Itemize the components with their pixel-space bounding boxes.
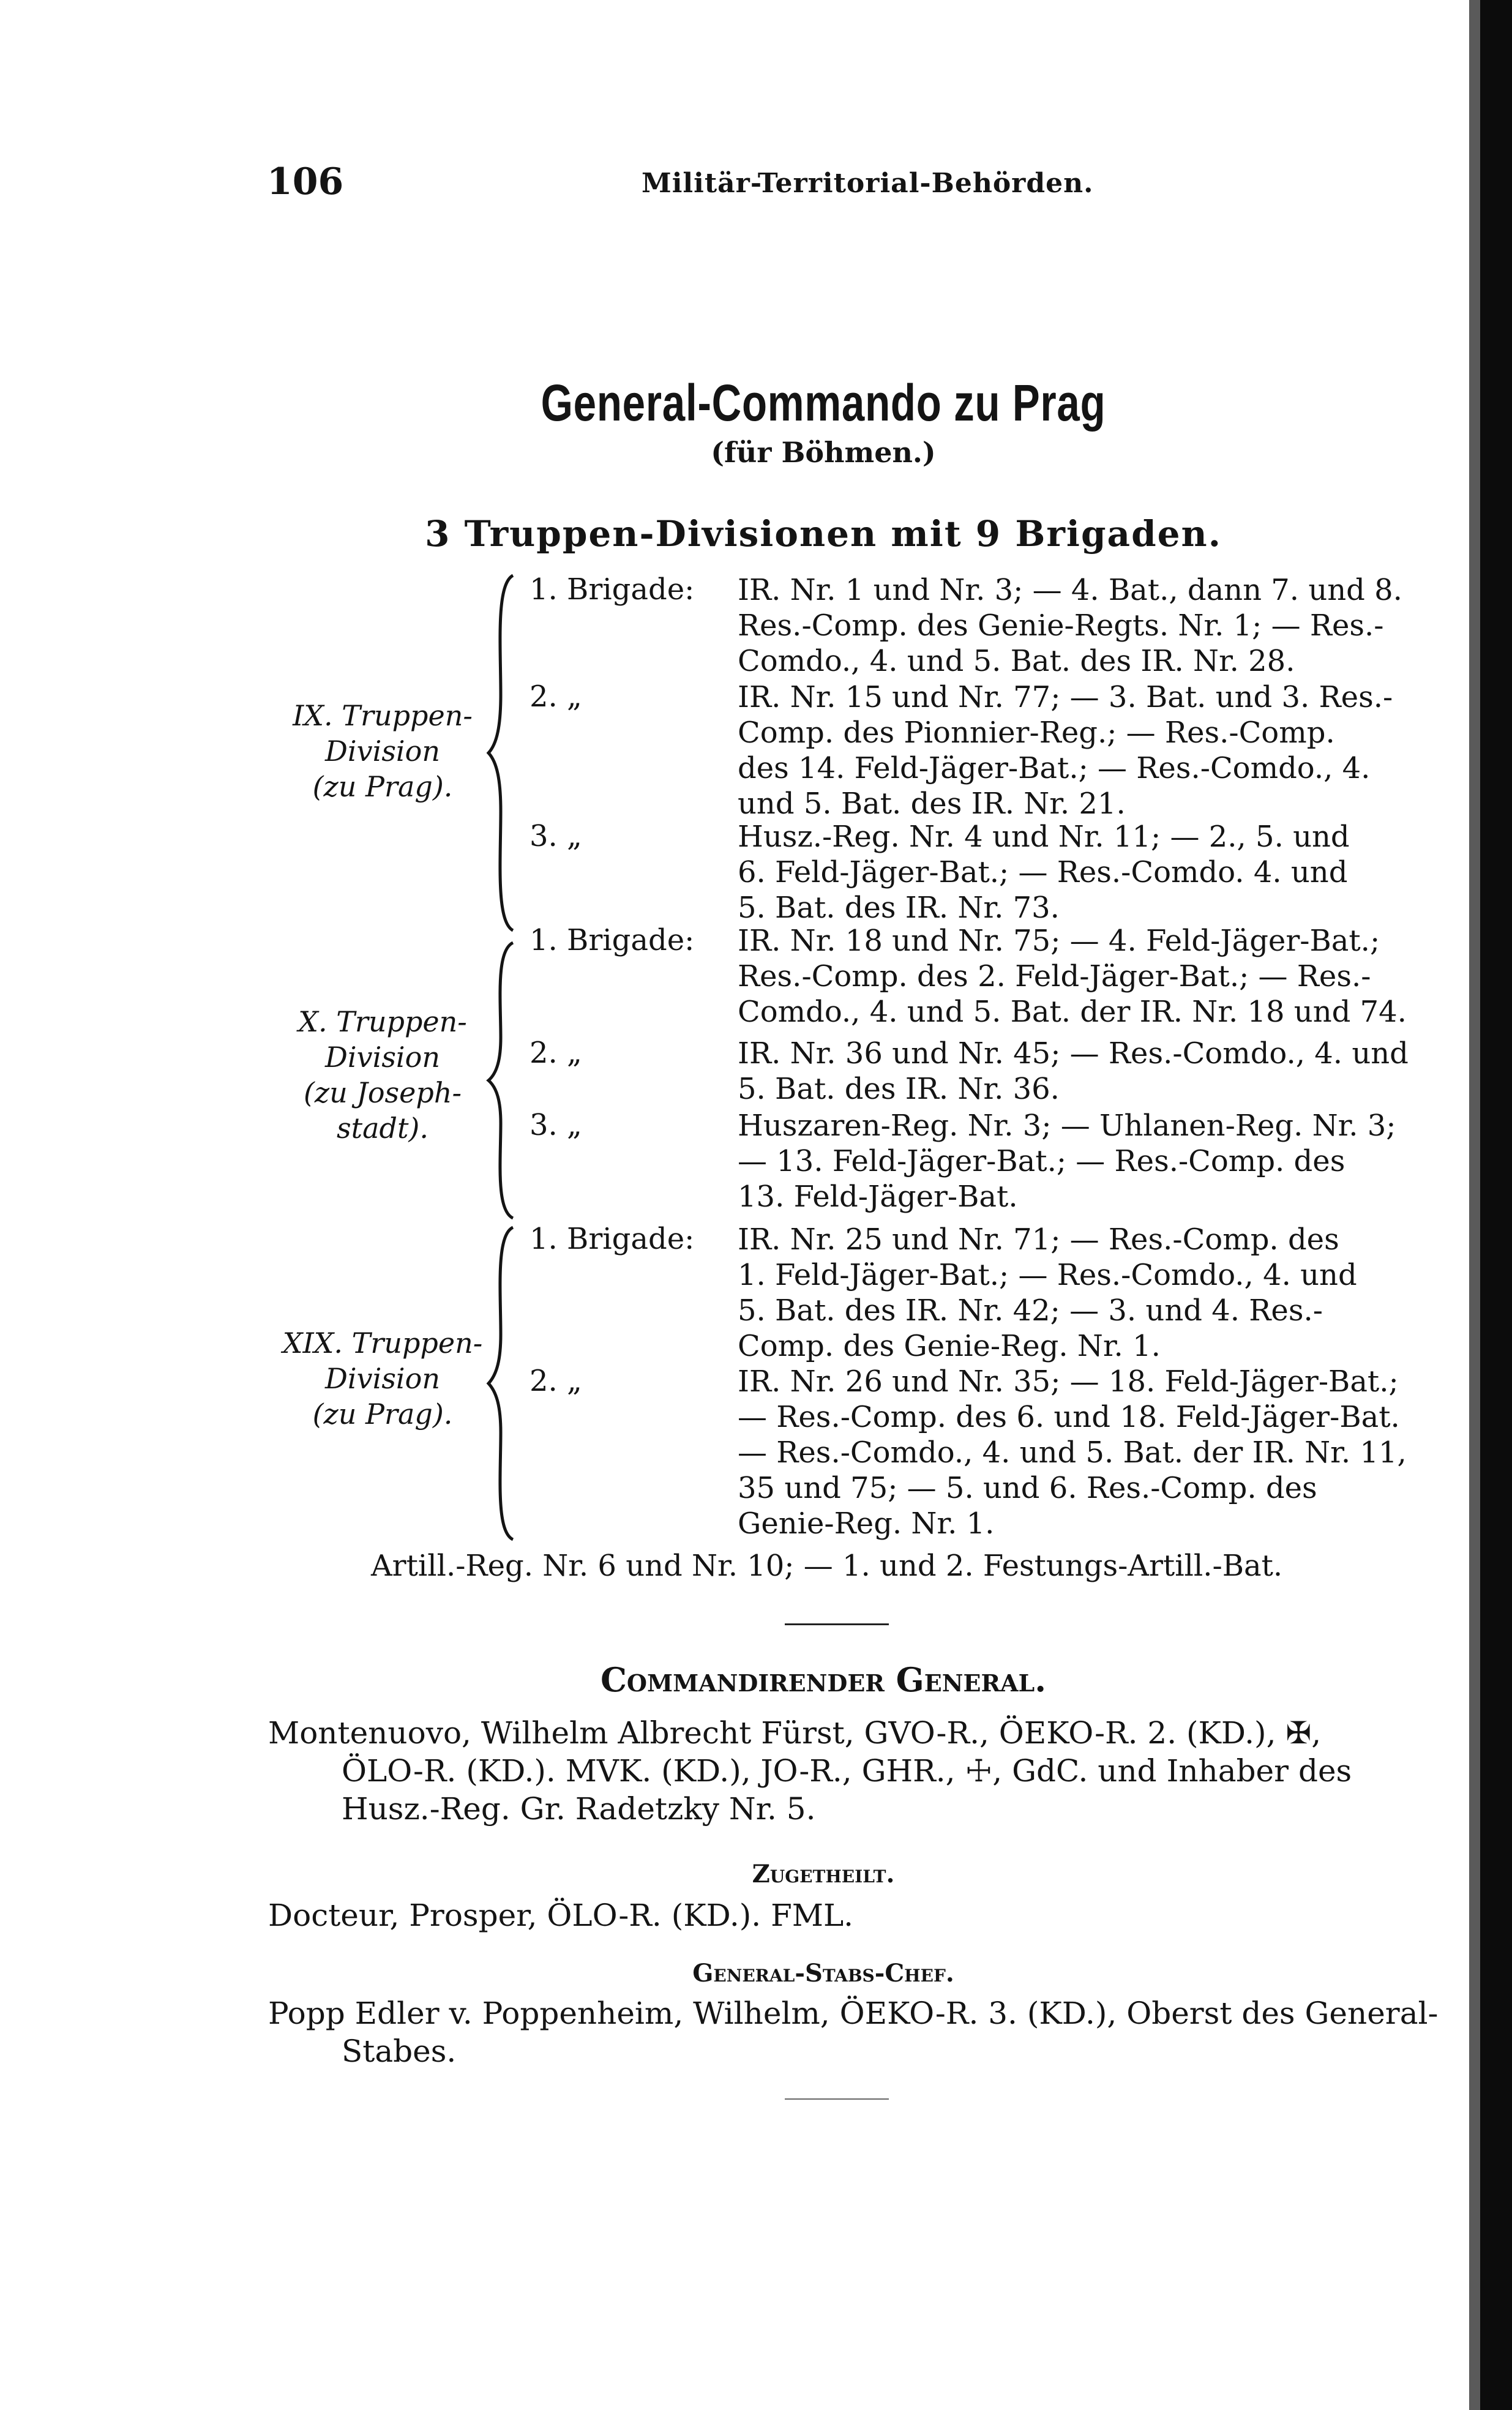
division-label-line: (zu Prag). (312, 770, 453, 803)
brigade-number: 1. Brigade: (530, 572, 695, 607)
brigade-number: 3. „ (530, 1108, 582, 1142)
chief-of-staff-heading: General-Stabs-Chef. (692, 1959, 954, 1988)
assigned-entry (268, 1896, 853, 1934)
brigade-text (738, 819, 1399, 926)
brigade-line: 5. Bat. des IR. Nr. 36. (738, 1072, 1060, 1106)
brigade-number: 1. Brigade: (530, 923, 695, 957)
curly-brace-icon (484, 572, 520, 934)
brigade-line: Comdo., 4. und 5. Bat. der IR. Nr. 18 und 74. (738, 995, 1407, 1029)
brigade-line: — Res.-Comdo., 4. und 5. Bat. der IR. Nr. 11, (738, 1435, 1407, 1470)
entry-line: Docteur, Prosper, ÖLO-R. (KD.). FML. (268, 1898, 854, 1933)
division-label-line: (zu Joseph- (303, 1076, 462, 1109)
brigade-line: 5. Bat. des IR. Nr. 42; — 3. und 4. Res.- (738, 1293, 1323, 1328)
brigade-text (738, 1364, 1407, 1541)
brigade-line: — Res.-Comp. des 6. und 18. Feld-Jäger-Bat. (738, 1400, 1400, 1434)
brigade-line: des 14. Feld-Jäger-Bat.; — Res.-Comdo., 4. (738, 751, 1371, 785)
divisions-heading: 3 Truppen-Divisionen mit 9 Brigaden. (425, 513, 1222, 555)
curly-brace-icon (484, 940, 520, 1221)
brigade-line: 35 und 75; — 5. und 6. Res.-Comp. des (738, 1471, 1317, 1505)
brigade-line: Husz.-Reg. Nr. 4 und Nr. 11; — 2., 5. und (738, 820, 1350, 854)
division-label (257, 698, 508, 804)
commander-entry (268, 1714, 1352, 1828)
division-label-line: XIX. Truppen- (282, 1327, 483, 1360)
brigade-text (738, 679, 1399, 821)
brigade-line: IR. Nr. 1 und Nr. 3; — 4. Bat., dann 7. und 8. (738, 573, 1402, 607)
entry-line: ÖLO-R. (KD.). MVK. (KD.), JO-R., GHR., ☩, GdC. und Inhaber des (342, 1753, 1352, 1789)
brigade-line: — 13. Feld-Jäger-Bat.; — Res.-Comp. des (738, 1144, 1345, 1178)
entry-line: Popp Edler v. Poppenheim, Wilhelm, ÖEKO-R. 3. (KD.), Oberst des General- (268, 1996, 1439, 2031)
brigade-line: Genie-Reg. Nr. 1. (738, 1506, 995, 1541)
assigned-heading: Zugetheilt. (752, 1860, 895, 1888)
brigade-line: IR. Nr. 18 und Nr. 75; — 4. Feld-Jäger-Bat.; (738, 924, 1380, 958)
brigade-text (738, 572, 1402, 679)
curly-brace-icon (484, 1224, 520, 1543)
division-label-line: Division (325, 1362, 440, 1395)
division-label-line: stadt). (336, 1112, 429, 1145)
page-header (0, 160, 1469, 215)
brigade-text (738, 1222, 1399, 1364)
brigade-number: 2. „ (530, 1036, 582, 1070)
brigade-number: 2. „ (530, 679, 582, 714)
section-divider (785, 1623, 889, 1625)
division-label (257, 1004, 508, 1146)
brigade-line: IR. Nr. 25 und Nr. 71; — Res.-Comp. des (738, 1222, 1339, 1257)
subtitle: (für Böhmen.) (711, 436, 936, 469)
brigade-line: und 5. Bat. des IR. Nr. 21. (738, 787, 1126, 821)
running-title: Militär-Territorial-Behörden. (642, 168, 1094, 199)
brigade-number: 3. „ (530, 819, 582, 853)
brigade-line: Comp. des Pionnier-Reg.; — Res.-Comp. (738, 716, 1335, 750)
division-label-line: Division (325, 1041, 440, 1074)
brigade-line: IR. Nr. 36 und Nr. 45; — Res.-Comdo., 4. und (738, 1036, 1409, 1071)
division-label-line: Division (325, 735, 440, 768)
brigade-line: Res.-Comp. des Genie-Regts. Nr. 1; — Res.- (738, 608, 1384, 643)
commander-heading: Commandirender General. (600, 1660, 1047, 1699)
page-number: 106 (267, 160, 344, 203)
brigade-text (738, 923, 1407, 1030)
page-edge-shadow (1469, 0, 1480, 2410)
entry-line: Husz.-Reg. Gr. Radetzky Nr. 5. (342, 1791, 816, 1827)
brigade-line: Res.-Comp. des 2. Feld-Jäger-Bat.; — Res.- (738, 959, 1371, 994)
entry-line: Stabes. (342, 2034, 457, 2069)
main-title: General-Commando zu Prag (541, 374, 1106, 432)
scan-border (1480, 0, 1512, 2410)
division-label (257, 1325, 508, 1432)
brigade-number: 2. „ (530, 1364, 582, 1398)
brigade-line: 1. Feld-Jäger-Bat.; — Res.-Comdo., 4. und (738, 1258, 1357, 1292)
division-label-line: X. Truppen- (298, 1005, 467, 1038)
brigade-line: 6. Feld-Jäger-Bat.; — Res.-Comdo. 4. und (738, 855, 1348, 889)
brigade-line: IR. Nr. 26 und Nr. 35; — 18. Feld-Jäger-Bat.; (738, 1364, 1399, 1399)
bottom-divider (785, 2098, 889, 2100)
brigade-text (738, 1036, 1409, 1107)
brigade-line: Comp. des Genie-Reg. Nr. 1. (738, 1329, 1161, 1363)
brigade-line: 5. Bat. des IR. Nr. 73. (738, 891, 1060, 925)
brigade-line: Comdo., 4. und 5. Bat. des IR. Nr. 28. (738, 644, 1295, 678)
brigade-text (738, 1108, 1399, 1214)
brigade-line: 13. Feld-Jäger-Bat. (738, 1180, 1018, 1214)
brigade-line: IR. Nr. 15 und Nr. 77; — 3. Bat. und 3. Res.- (738, 680, 1393, 714)
artillery-line: Artill.-Reg. Nr. 6 und Nr. 10; — 1. und 2. Festungs-Artill.-Bat. (371, 1549, 1283, 1583)
brigade-line: Huszaren-Reg. Nr. 3; — Uhlanen-Reg. Nr. 3; (738, 1109, 1396, 1143)
division-label-line: IX. Truppen- (293, 699, 473, 732)
entry-line: Montenuovo, Wilhelm Albrecht Fürst, GVO-R., ÖEKO-R. 2. (KD.), ✠, (268, 1715, 1322, 1751)
division-label-line: (zu Prag). (312, 1398, 453, 1431)
chief-of-staff-entry (268, 1994, 1438, 2070)
brigade-number: 1. Brigade: (530, 1222, 695, 1256)
